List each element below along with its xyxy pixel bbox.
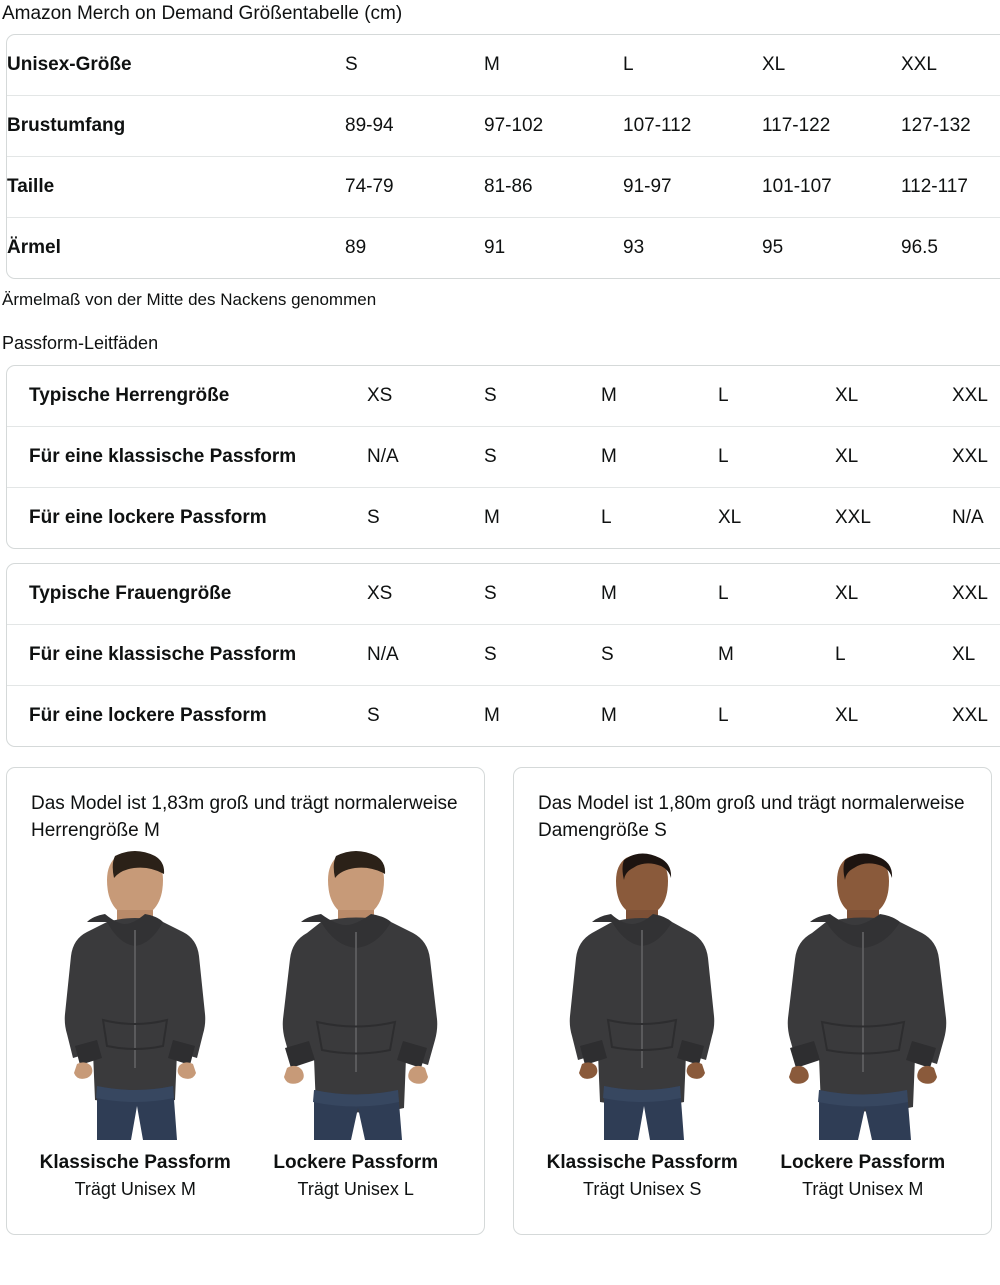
model-cards bbox=[6, 767, 992, 1235]
table-cell: L bbox=[718, 366, 835, 427]
fit-wears: Trägt Unisex S bbox=[583, 1179, 702, 1199]
table-cell: M bbox=[484, 705, 500, 726]
row-label: Für eine klassische Passform bbox=[7, 427, 367, 488]
table-row bbox=[7, 218, 1000, 278]
table-cell: M bbox=[484, 507, 500, 528]
mens-fit-guide-table bbox=[6, 365, 1000, 549]
male-figure-labels bbox=[25, 1150, 466, 1202]
table-cell: L bbox=[718, 427, 835, 488]
row-label: Taille bbox=[7, 157, 345, 218]
table-cell: S bbox=[484, 366, 601, 427]
table-cell: 107-112 bbox=[623, 96, 762, 157]
table-row bbox=[7, 625, 1000, 686]
table-cell: XXL bbox=[835, 507, 871, 528]
table-cell: N/A bbox=[367, 625, 484, 686]
table-row bbox=[7, 564, 1000, 625]
table-header-cell: M bbox=[484, 35, 623, 96]
table-cell: 96.5 bbox=[901, 237, 938, 258]
table-cell: 127-132 bbox=[901, 96, 1000, 157]
male-relaxed-illustration bbox=[261, 850, 451, 1140]
table-cell: 93 bbox=[623, 237, 645, 258]
table-header-cell: XXL bbox=[901, 35, 1000, 96]
card-heading: Das Model ist 1,83m groß und trägt normalerweise Herrengröße M bbox=[31, 793, 458, 841]
table-cell: 112-117 bbox=[901, 157, 1000, 218]
table-row bbox=[7, 686, 1000, 746]
sleeve-measurement-note: Ärmelmaß von der Mitte des Nackens genommen bbox=[2, 290, 377, 309]
male-classic-label bbox=[34, 1150, 237, 1202]
table-header-cell: Unisex-Größe bbox=[7, 35, 345, 96]
table-cell: XL bbox=[835, 564, 952, 625]
table-cell: XS bbox=[367, 564, 484, 625]
unisex-size-table bbox=[6, 34, 1000, 279]
male-relaxed-label bbox=[254, 1150, 457, 1202]
male-model-classic-fit bbox=[34, 850, 237, 1140]
male-classic-illustration bbox=[45, 850, 225, 1140]
table-cell: XXL bbox=[952, 564, 1000, 625]
table-cell: XL bbox=[718, 507, 742, 528]
page-title: Amazon Merch on Demand Größentabelle (cm) bbox=[2, 3, 403, 24]
female-model-card bbox=[513, 767, 992, 1235]
table-cell: L bbox=[718, 705, 729, 726]
fit-name: Klassische Passform bbox=[39, 1152, 231, 1173]
table-row bbox=[7, 366, 1000, 427]
female-model-classic-fit bbox=[541, 850, 744, 1140]
male-figures bbox=[25, 850, 466, 1140]
womens-fit-guide-table bbox=[6, 563, 1000, 747]
female-classic-label bbox=[541, 1150, 744, 1202]
female-relaxed-illustration bbox=[768, 850, 958, 1140]
table-cell: S bbox=[484, 625, 601, 686]
table-cell: M bbox=[601, 705, 617, 726]
row-label: Typische Herrengröße bbox=[7, 366, 367, 427]
table-cell: XXL bbox=[952, 366, 1000, 427]
card-heading: Das Model ist 1,80m groß und trägt normalerweise Damengröße S bbox=[538, 793, 965, 841]
table-cell: XXL bbox=[952, 427, 1000, 488]
female-figure-labels bbox=[532, 1150, 973, 1202]
table-cell: S bbox=[484, 564, 601, 625]
row-label: Für eine lockere Passform bbox=[29, 705, 267, 726]
fit-guides-title: Passform-Leitfäden bbox=[2, 333, 159, 353]
table-row bbox=[7, 96, 1000, 157]
fit-wears: Trägt Unisex L bbox=[297, 1179, 414, 1199]
row-label: Für eine lockere Passform bbox=[29, 507, 267, 528]
table-cell: S bbox=[601, 625, 718, 686]
table-cell: 89 bbox=[345, 237, 367, 258]
male-model-relaxed-fit bbox=[254, 850, 457, 1140]
table-cell: XS bbox=[367, 366, 484, 427]
table-cell: XL bbox=[952, 625, 1000, 686]
fit-wears: Trägt Unisex M bbox=[74, 1179, 196, 1199]
row-label: Typische Frauengröße bbox=[7, 564, 367, 625]
table-cell: N/A bbox=[952, 507, 984, 528]
table-cell: XL bbox=[835, 366, 952, 427]
table-cell: 97-102 bbox=[484, 96, 623, 157]
table-cell: 74-79 bbox=[345, 157, 484, 218]
table-cell: 95 bbox=[762, 237, 784, 258]
fit-name: Lockere Passform bbox=[273, 1152, 439, 1173]
table-header-cell: XL bbox=[762, 35, 901, 96]
table-cell: L bbox=[835, 625, 952, 686]
fit-name: Klassische Passform bbox=[546, 1152, 738, 1173]
table-cell: XL bbox=[835, 427, 952, 488]
row-label: Brustumfang bbox=[7, 96, 345, 157]
table-cell: S bbox=[367, 705, 380, 726]
table-cell: 91-97 bbox=[623, 157, 762, 218]
table-cell: 91 bbox=[484, 237, 506, 258]
fit-name: Lockere Passform bbox=[780, 1152, 946, 1173]
table-cell: 81-86 bbox=[484, 157, 623, 218]
table-cell: L bbox=[718, 564, 835, 625]
table-row bbox=[7, 35, 1000, 96]
table-cell: 117-122 bbox=[762, 96, 901, 157]
table-cell: 101-107 bbox=[762, 157, 901, 218]
table-cell: S bbox=[367, 507, 380, 528]
table-cell: M bbox=[601, 366, 718, 427]
female-classic-illustration bbox=[552, 850, 732, 1140]
row-label: Ärmel bbox=[7, 237, 61, 258]
female-figures bbox=[532, 850, 973, 1140]
table-cell: XXL bbox=[952, 705, 988, 726]
table-cell: M bbox=[601, 564, 718, 625]
fit-wears: Trägt Unisex M bbox=[802, 1179, 924, 1199]
table-row bbox=[7, 157, 1000, 218]
table-row bbox=[7, 427, 1000, 488]
table-cell: 89-94 bbox=[345, 96, 484, 157]
table-cell: XL bbox=[835, 705, 859, 726]
table-cell: M bbox=[601, 427, 718, 488]
table-cell: L bbox=[601, 507, 612, 528]
table-header-cell: L bbox=[623, 35, 762, 96]
table-cell: M bbox=[718, 625, 835, 686]
table-header-cell: S bbox=[345, 35, 484, 96]
table-cell: N/A bbox=[367, 427, 484, 488]
table-row bbox=[7, 488, 1000, 548]
female-model-relaxed-fit bbox=[761, 850, 964, 1140]
row-label: Für eine klassische Passform bbox=[7, 625, 367, 686]
female-relaxed-label bbox=[761, 1150, 964, 1202]
table-cell: S bbox=[484, 427, 601, 488]
male-model-card bbox=[6, 767, 485, 1235]
